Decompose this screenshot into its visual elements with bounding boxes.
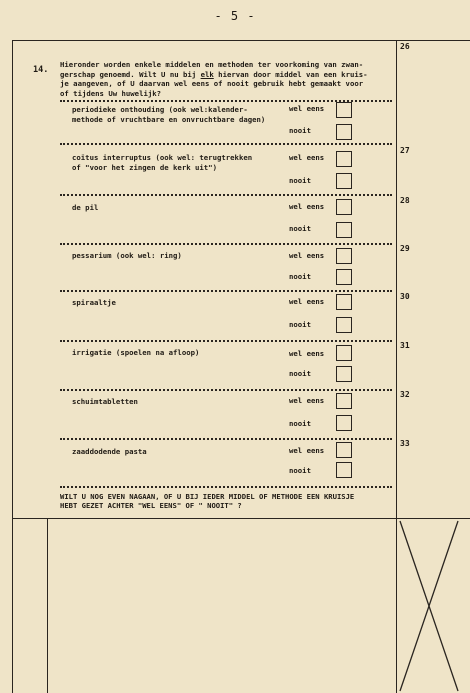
option-wel-eens: wel eens [289, 251, 325, 260]
cancelled-code-cell-cross [398, 519, 470, 693]
checkbox-nooit[interactable] [336, 366, 352, 382]
item-separator [60, 340, 392, 342]
code-column-rule [396, 40, 397, 693]
option-nooit: nooit [289, 369, 311, 378]
checkbox-wel-eens[interactable] [336, 442, 352, 458]
option-nooit: nooit [289, 272, 311, 281]
item-label-coitus-interruptus: coïtus interruptus (ook wel: terugtrekken of "voor het zingen de kerk uit") [72, 153, 253, 172]
checkbox-nooit[interactable] [336, 317, 352, 333]
item-label-de-pil: de pil [72, 203, 99, 212]
code-32: 32 [400, 390, 410, 399]
item-label-schuimtabletten: schuimtabletten [72, 397, 138, 406]
option-wel-eens: wel eens [289, 104, 325, 113]
item-separator [60, 290, 392, 292]
checkbox-wel-eens[interactable] [336, 151, 352, 167]
code-26: 26 [400, 42, 410, 51]
code-29: 29 [400, 244, 410, 253]
checkbox-nooit[interactable] [336, 124, 352, 140]
left-border [12, 40, 13, 693]
item-separator [60, 243, 392, 245]
option-wel-eens: wel eens [289, 202, 325, 211]
item-separator [60, 389, 392, 391]
checkbox-wel-eens[interactable] [336, 393, 352, 409]
option-nooit: nooit [289, 126, 311, 135]
item-separator [60, 194, 392, 196]
option-wel-eens: wel eens [289, 297, 325, 306]
checkbox-wel-eens[interactable] [336, 345, 352, 361]
question-number: 14. [33, 65, 49, 75]
item-label-periodieke-onthouding: periodieke onthouding (ook wel:kalender- methode of vruchtbare en onvruchtbare dagen) [72, 105, 266, 124]
checkbox-nooit[interactable] [336, 462, 352, 478]
item-label-spiraaltje: spiraaltje [72, 298, 116, 307]
option-wel-eens: wel eens [289, 349, 325, 358]
top-rule [12, 40, 470, 41]
option-wel-eens: wel eens [289, 396, 325, 405]
checkbox-wel-eens[interactable] [336, 294, 352, 310]
option-nooit: nooit [289, 419, 311, 428]
code-33: 33 [400, 439, 410, 448]
option-nooit: nooit [289, 320, 311, 329]
item-separator [60, 143, 392, 145]
item-label-zaaddodende-pasta: zaaddodende pasta [72, 447, 147, 456]
item-separator [60, 486, 392, 488]
code-31: 31 [400, 341, 410, 350]
checkbox-wel-eens[interactable] [336, 102, 352, 118]
margin-rule [47, 518, 48, 693]
check-instruction: WILT U NOG EVEN NAGAAN, OF U BIJ IEDER MIDDEL OF METHODE EEN KRUISJE HEBT GEZET ACHTER "WEL EENS" OF " NOOIT" ? [60, 492, 355, 511]
item-label-irrigatie: irrigatie (spoelen na afloop) [72, 348, 200, 357]
option-wel-eens: wel eens [289, 446, 325, 455]
code-28: 28 [400, 196, 410, 205]
item-label-pessarium: pessarium (ook wel: ring) [72, 251, 182, 260]
checkbox-nooit[interactable] [336, 269, 352, 285]
checkbox-wel-eens[interactable] [336, 199, 352, 215]
page-number: - 5 - [214, 9, 256, 23]
checkbox-nooit[interactable] [336, 222, 352, 238]
emphasis-underline: elk [200, 69, 214, 79]
item-separator [60, 438, 392, 440]
option-nooit: nooit [289, 466, 311, 475]
option-nooit: nooit [289, 176, 311, 185]
code-27: 27 [400, 146, 410, 155]
option-nooit: nooit [289, 224, 311, 233]
checkbox-nooit[interactable] [336, 173, 352, 189]
question-text: Hieronder worden enkele middelen en methoden ter voorkoming van zwan- gerschap genoemd. Wilt U nu bij elk hiervan door middel van een kruis- je aangeven, of U daarvan wel eens of nooit gebruik hebt gemaakt voor of tijdens Uw huwelijk? [60, 60, 368, 98]
checkbox-nooit[interactable] [336, 415, 352, 431]
code-30: 30 [400, 292, 410, 301]
checkbox-wel-eens[interactable] [336, 248, 352, 264]
option-wel-eens: wel eens [289, 153, 325, 162]
